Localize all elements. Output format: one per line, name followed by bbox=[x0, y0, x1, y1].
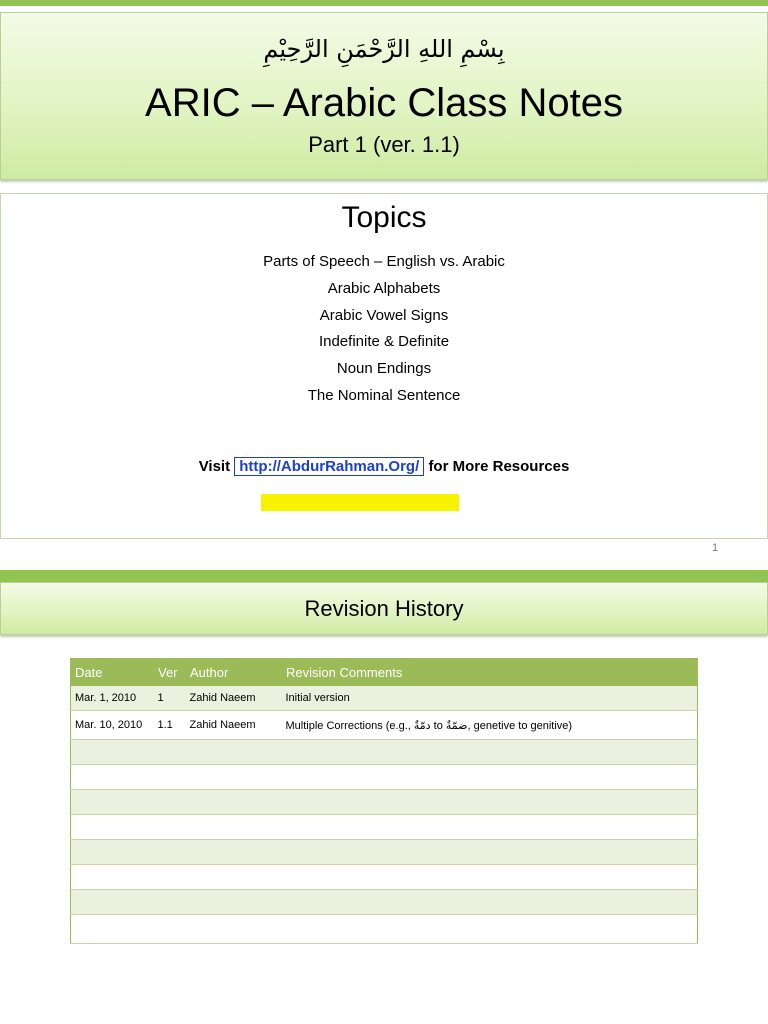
revision-heading: Revision History bbox=[304, 596, 464, 621]
topic-item: Arabic Alphabets bbox=[327, 279, 441, 297]
table-row bbox=[71, 890, 698, 915]
table-row bbox=[71, 865, 698, 890]
table-row bbox=[71, 765, 698, 790]
revision-banner bbox=[0, 582, 768, 635]
visit-line bbox=[1, 457, 767, 477]
document-title: ARIC – Arabic Class Notes bbox=[145, 81, 623, 125]
arabic-word: دمّةٌ bbox=[413, 718, 431, 732]
comment-text: Multiple Corrections (e.g., bbox=[285, 719, 411, 732]
table-row bbox=[71, 686, 698, 711]
topic-item: The Nominal Sentence bbox=[307, 386, 461, 404]
revision-table bbox=[70, 658, 698, 944]
column-header-comments: Revision Comments bbox=[282, 659, 698, 686]
table-row bbox=[71, 790, 698, 815]
comment-cell bbox=[282, 711, 698, 740]
table-row bbox=[71, 840, 698, 865]
version-cell: 1.1 bbox=[154, 711, 186, 740]
column-header-ver: Ver bbox=[154, 659, 186, 686]
topic-list bbox=[1, 249, 767, 410]
author-cell: Zahid Naeem bbox=[186, 711, 282, 740]
top-accent-bar bbox=[0, 0, 768, 6]
topics-heading: Topics bbox=[341, 201, 427, 234]
table-row bbox=[71, 915, 698, 944]
resources-link[interactable]: http://AbdurRahman.Org/ bbox=[234, 457, 424, 476]
comment-text: to bbox=[433, 719, 443, 732]
author-cell: Zahid Naeem bbox=[186, 686, 282, 711]
page-number: 1 bbox=[712, 542, 719, 554]
comment-text: , genetive to genitive) bbox=[467, 719, 573, 732]
document-subtitle: Part 1 (ver. 1.1) bbox=[308, 132, 460, 157]
comment-cell: Initial version bbox=[282, 686, 698, 711]
topic-item: Arabic Vowel Signs bbox=[319, 306, 449, 324]
topic-item: Indefinite & Definite bbox=[318, 333, 450, 351]
date-cell: Mar. 10, 2010 bbox=[71, 711, 154, 740]
visit-prefix: Visit bbox=[198, 458, 231, 475]
table-header-row bbox=[71, 659, 698, 686]
topic-item: Parts of Speech – English vs. Arabic bbox=[263, 253, 505, 270]
section-accent-bar bbox=[0, 570, 768, 582]
table-row bbox=[71, 815, 698, 840]
table-row bbox=[71, 711, 698, 740]
visit-suffix: for More Resources bbox=[428, 458, 570, 475]
highlight-mark bbox=[261, 494, 459, 511]
basmala-text: بِسْمِ اللهِ الرَّحْمَنِ الرَّحِيْمِ bbox=[263, 35, 505, 63]
column-header-author: Author bbox=[186, 659, 282, 686]
version-cell: 1 bbox=[154, 686, 186, 711]
topics-panel bbox=[0, 193, 768, 539]
title-banner bbox=[0, 12, 768, 180]
column-header-date: Date bbox=[71, 659, 154, 686]
arabic-word: ضمّةٌ bbox=[445, 718, 468, 732]
topic-item: Noun Endings bbox=[336, 360, 432, 378]
table-row bbox=[71, 740, 698, 765]
date-cell: Mar. 1, 2010 bbox=[71, 686, 154, 711]
